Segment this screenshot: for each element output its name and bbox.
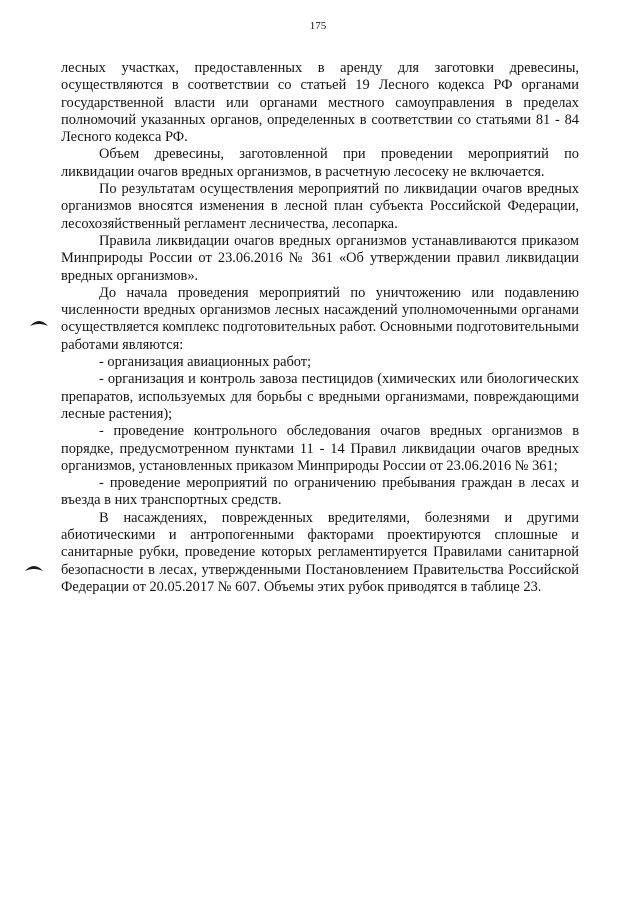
paragraph-1: лесных участках, предоставленных в аренду для заготовки древесины, осуществляются в соответствии со статьей 19 Лесного кодекса РФ органами государственной власти или органами местного самоуправления в пределах полномочий указанных органов, определенных в соответствии со статьями 81 - 84 Лесного кодекса РФ. xyxy=(61,60,579,146)
list-item-2: - организация и контроль завоза пестицидов (химических или биологических препаратов, используемых для борьбы с вредными организмами, повреждающими лесные растения); xyxy=(61,371,579,422)
list-item-3: - проведение контрольного обследования очагов вредных организмов в порядке, предусмотренном пунктами 11 - 14 Правил ликвидации очагов вредных организмов, установленных приказом Минприроды России от 23.06.2016 № 361; xyxy=(61,423,579,474)
list-item-1: - организация авиационных работ; xyxy=(99,354,312,371)
paragraph-6: В насаждениях, поврежденных вредителями, болезнями и другими абиотическими и антропогенными факторами проектируются сплошные и санитарные рубки, проведение которых регламентируется Правилами санитарной безопасности в лесах, утвержденными Постановлением Правительства Российской Федерации от 20.05.2017 № 607. Объемы этих рубок приводятся в таблице 23. xyxy=(61,509,579,595)
document-body xyxy=(61,60,579,596)
paragraph-2: Объем древесины, заготовленной при проведении мероприятий по ликвидации очагов вредных организмов, в расчетную лесосеку не включается. xyxy=(61,146,579,180)
list-item-4: - проведение мероприятий по ограничению пребывания граждан в лесах и въезда в них транспортных средств. xyxy=(61,475,579,509)
paragraph-5: До начала проведения мероприятий по уничтожению или подавлению численности вредных организмов лесных насаждений уполномоченными органами осуществляется комплекс подготовительных работ. Основными подготовительными работами являются: xyxy=(61,284,579,353)
binding-hole-mark xyxy=(29,318,49,328)
paragraph-4: Правила ликвидации очагов вредных организмов устанавливаются приказом Минприроды России от 23.06.2016 № 361 «Об утверждении правил ликвидации вредных организмов». xyxy=(61,232,579,284)
page-number: 175 xyxy=(309,20,327,32)
paragraph-3: По результатам осуществления мероприятий по ликвидации очагов вредных организмов вносятся изменения в лесной план субъекта Российской Федерации, лесохозяйственный регламент лесничества, лесопарка. xyxy=(61,181,579,232)
binding-hole-mark xyxy=(24,563,44,573)
